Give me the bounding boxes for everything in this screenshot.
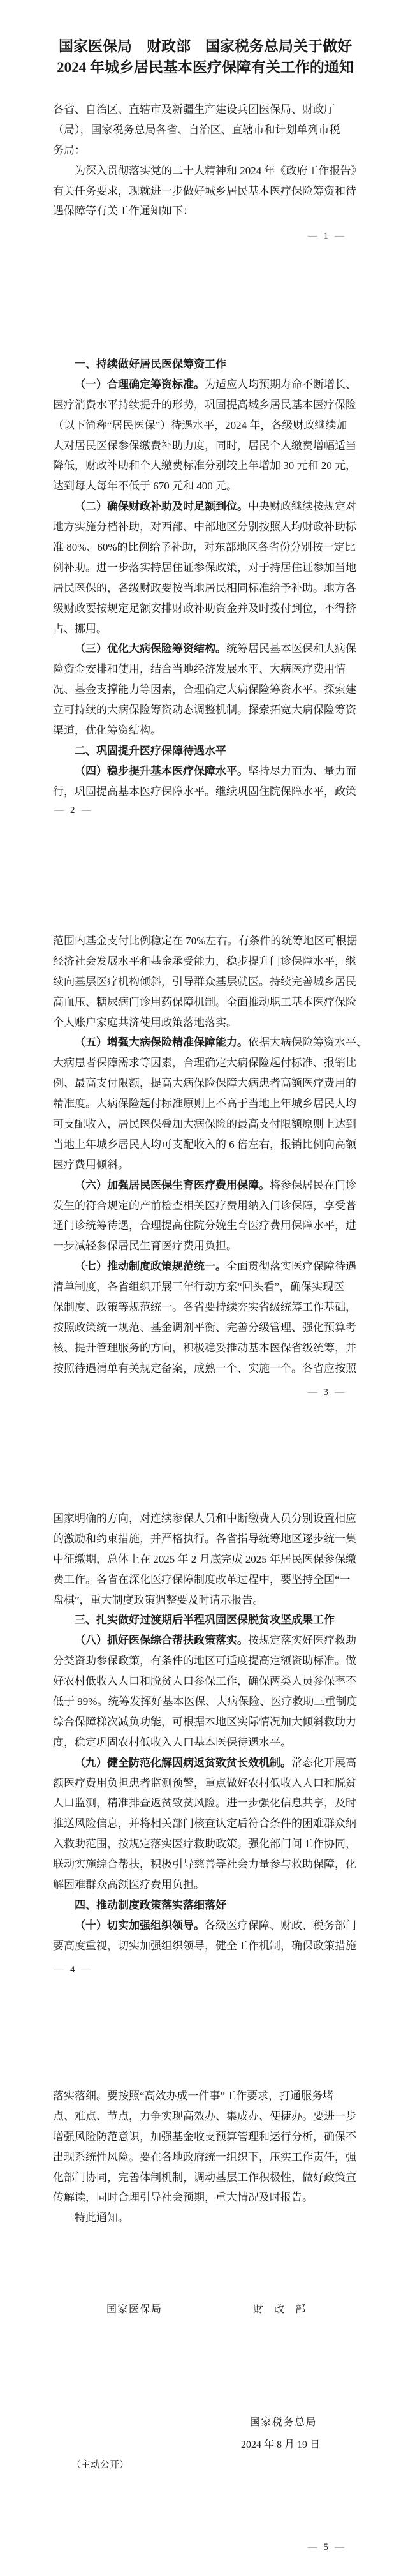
footer-page-num: 2	[70, 805, 75, 815]
issuer-sta: 国家税务总局	[250, 2417, 317, 2428]
text-line: 低于 99%。统筹发挥好基本医保、大病保险、医疗救助三重制度	[53, 1695, 358, 1708]
title-line: 2024 年城乡居民基本医疗保障有关工作的通知	[57, 59, 354, 75]
text-line: 地方实施分档补助，对西部、中部地区分别按照人均财政补助标	[53, 521, 356, 533]
line-text: 全面贯彻落实医疗保障待遇	[226, 1260, 356, 1273]
text-line: 例补助。进一步落实持居住证参保政策，对于持居住证参加当地	[53, 561, 356, 574]
text-line: 的激励和约束措施，并严格执行。各省指导统筹地区逐步统一集	[53, 1532, 356, 1545]
text-line: 个人账户家庭共济使用政策落地落实。	[53, 1016, 237, 1029]
text-line: 续向基层医疗机构倾斜，引导群众基层就医。持续完善城乡居民	[53, 975, 356, 988]
text-line: 核、提升管理服务的方向，积极稳妥推动基本医保省级统筹，并	[53, 1341, 356, 1354]
text-line: 联动实施综合帮扶，积极引导慈善等社会力量参与救助保障，化	[53, 1858, 356, 1871]
text-line: 达到每人每年不低于 670 元和 400 元。	[53, 480, 237, 493]
text-block	[53, 1508, 358, 1956]
text-line: 范围内基金支付比例稳定在 70%左右。有条件的统筹地区可根据	[53, 935, 358, 947]
text-line: 遇保障等有关工作通知如下：	[53, 205, 194, 218]
text-line: 精准度。大病保险起付标准原则上不高于当地上年城乡居民人均	[53, 1098, 356, 1110]
footer-page-num: 3	[323, 1387, 328, 1397]
text-line: 度，稳定巩固农村低收入人口基本医保待遇水平。	[53, 1736, 291, 1748]
text-line: （以下简称“居民医保”）待遇水平，2024 年，各级财政继续加	[53, 419, 347, 431]
footer-dash: —	[81, 805, 91, 815]
text-line: 清单制度，各省组织开展三年行动方案“回头看”，确保实现医	[53, 1281, 345, 1293]
text-line: 分类资助参保政策，有条件的地区可适度提高定额资助标准。做	[53, 1655, 356, 1667]
text-line: 通门诊统筹待遇，合理提高住院分娩生育医疗费用保障水平，进	[53, 1219, 356, 1232]
paragraph-first-line	[53, 1630, 358, 1651]
line-text: 坚持尽力而为、量力而	[248, 764, 356, 777]
text-block	[53, 2086, 358, 2228]
text-line: 费工作。各省在深化医疗保障制度改革过程中，要坚持全国“一	[53, 1573, 351, 1586]
footer-dash: —	[307, 231, 317, 241]
text-line: 落实落细。要按照“高效办成一件事”工作要求，打通服务堵	[53, 2090, 334, 2102]
text-line: 行，巩固提高基本医疗保障水平。继续巩固住院保障水平，政策	[53, 785, 356, 798]
text-line: 可支配收入，居民医保叠加大病保险的最高支付限额原则上达到	[53, 1118, 356, 1131]
text-line: 综合保障梯次减负功能，可根据本地区实际情况加大倾斜救助力	[53, 1715, 356, 1728]
text-line: 立可持续的大病保险筹资动态调整机制。探索拓宽大病保险筹资	[53, 704, 356, 717]
text-line: 按照政策统一规范、基金调剂平衡、完善分级管理、强化预算考	[53, 1321, 356, 1334]
line-text: 将参保居民在门诊	[270, 1179, 356, 1191]
page-number	[308, 2540, 345, 2554]
line-text: 依据大病保险筹资水平、	[248, 1036, 367, 1049]
footer-dash: —	[335, 1387, 344, 1397]
issuer-nhsa: 国家医保局	[106, 2304, 163, 2315]
text-line: 中征缴期，总体上在 2025 年 2 月底完成 2025 年居民医保参保缴	[53, 1552, 356, 1565]
text-line: 国家明确的方向，对连续参保人员和中断缴费人员分别设置相应	[53, 1512, 356, 1524]
paragraph-lead: （七）推动制度政策规范统一。	[75, 1260, 226, 1273]
footer-dash: —	[307, 1387, 317, 1397]
text-line: 各省、自治区、直辖市及新疆生产建设兵团医保局、财政厅	[53, 103, 335, 115]
text-line: （局），国家税务总局各省、自治区、直辖市和计划单列市税	[53, 123, 340, 136]
line-text: 常态化开展高	[291, 1756, 356, 1769]
text-line: 点、难点、节点，力争实现高效办、集成办、便捷办。要进一步	[53, 2110, 356, 2122]
text-line: 大病患者保障需求等因素，合理确定大病保险起付标准、报销比	[53, 1057, 356, 1069]
paragraph-first-line: 为深入贯彻落实党的二十大精神和 2024 年《政府工作报告》	[75, 164, 362, 177]
paragraph-first-line	[53, 1256, 358, 1277]
paragraph-lead: （四）稳步提升基本医疗保障水平。	[75, 764, 248, 777]
paragraph-first-line: 特此通知。	[75, 2212, 129, 2224]
text-line: 推送风险信息，并将相关部门核查认定后符合条件的困难群众纳	[53, 1817, 356, 1830]
paragraph-first-line	[53, 1032, 367, 1053]
footer-page-num: 4	[70, 1965, 75, 1975]
text-line: 居民医保的，各级财政要按当地居民相同标准给予补助。地方各	[53, 581, 356, 594]
footer-dash: —	[81, 1965, 91, 1975]
section-heading: 一、持续做好居民医保筹资工作	[75, 358, 226, 370]
paragraph-lead: （十）切实加强组织领导。	[75, 1919, 205, 1932]
text-line: 降低，财政补助和个人缴费标准分别较上年增加 30 元和 20 元，	[53, 459, 356, 472]
line-text: 统筹居民基本医保和大病保	[226, 643, 356, 655]
text-line: 况、基金支撑能力等因素，合理确定大病保险筹资水平。探索建	[53, 683, 356, 696]
paragraph-lead: （八）抓好医保综合帮扶政策落实。	[75, 1634, 248, 1647]
text-line: 当地上年城乡居民人均可支配收入的 6 倍左右，报销比例向高额	[53, 1138, 356, 1150]
paragraph-lead: （一）合理确定筹资标准。	[75, 378, 205, 391]
text-line: 高血压、糖尿病门诊用药保障机制。全面推动职工基本医疗保险	[53, 995, 356, 1008]
page-number	[54, 803, 91, 817]
section-heading: 四、推动制度政策落实落细落好	[75, 1898, 226, 1911]
text-line: 一步减轻参保居民生育医疗费用负担。	[53, 1240, 237, 1253]
title-line: 国家医保局 财政部 国家税务总局关于做好	[59, 38, 352, 54]
text-line: 发生的符合规定的产前检查相关医疗费用纳入门诊保障，享受普	[53, 1199, 356, 1212]
text-line: 例、最高支付限额，提高大病保险保障大病患者高额医疗费用的	[53, 1077, 356, 1090]
page-number	[308, 229, 345, 243]
section-heading: 三、扎实做好过渡期后半程巩固医保脱贫攻坚成果工作	[75, 1614, 335, 1627]
text-line: 准 80%、60%的比例给予补助，对东部地区各省份分别按一定比	[53, 541, 356, 554]
text-line: 保制度、政策等规范统一。各省要持续夯实省级统筹工作基础，	[53, 1301, 356, 1314]
text-block	[53, 100, 362, 221]
text-line: 传解读，同时合理引导社会预期，重大情况及时报告。	[53, 2191, 313, 2204]
footer-dash: —	[335, 2542, 344, 2552]
text-line: 解困难群众高额医疗费用负担。	[53, 1879, 205, 1891]
footer-dash: —	[54, 805, 64, 815]
text-line: 好农村低收入人口和脱贫人口参保工作，确保两类人员参保率不	[53, 1675, 356, 1688]
line-text: 为适应人均预期寿命不断增长、	[205, 378, 356, 391]
footer-dash: —	[335, 231, 344, 241]
disclosure-note: （主动公开）	[71, 2460, 129, 2470]
paragraph-lead: （九）健全防范化解因病返贫致贫长效机制。	[75, 1756, 291, 1769]
section-heading: 二、巩固提升医疗保障待遇水平	[75, 744, 226, 757]
paragraph-first-line	[53, 375, 358, 395]
line-text: 各级医疗保障、财政、税务部门	[205, 1919, 356, 1932]
paragraph-first-line	[53, 1175, 358, 1196]
paragraph-lead: （二）确保财政补助及时足额到位。	[75, 500, 248, 513]
text-line: 人口监测，精准排查返贫致贫风险。进一步强化信息共享，及时	[53, 1797, 356, 1810]
document-title	[53, 36, 358, 78]
text-line: 化部门协同，完善体制机制，调动基层工作积极性，做好政策宣	[53, 2171, 356, 2184]
line-text: 按规定落实好医疗救助	[248, 1634, 356, 1647]
text-line: 出现系统性风险。要在各地政府统一组织下，压实工作责任，强	[53, 2150, 356, 2163]
paragraph-first-line	[53, 496, 358, 517]
text-line: 额医疗费用负担患者监测预警，重点做好农村低收入人口和脱贫	[53, 1776, 356, 1789]
paragraph-first-line	[53, 1753, 358, 1773]
footer-page-num: 5	[323, 2542, 328, 2552]
line-text: 中央财政继续按规定对	[248, 500, 356, 513]
paragraph-first-line	[53, 761, 358, 782]
issue-date: 2024 年 8 月 19 日	[241, 2439, 321, 2450]
paragraph-lead: （五）增强大病保险精准保障能力。	[75, 1036, 248, 1049]
paragraph-lead: （三）优化大病保险筹资结构。	[75, 643, 226, 655]
text-line: 大对居民医保参保缴费补助力度，同时，居民个人缴费增幅适当	[53, 439, 356, 452]
text-line: 医疗消费水平持续提升的形势，巩固提高城乡居民基本医疗保险	[53, 398, 356, 411]
page-number	[308, 1385, 345, 1399]
text-line: 渠道，优化筹资结构。	[53, 724, 161, 737]
footer-dash: —	[307, 2542, 317, 2552]
text-block	[53, 354, 358, 802]
paragraph-first-line	[53, 1916, 358, 1936]
paragraph-first-line	[53, 639, 358, 659]
text-line: 经济社会发展水平和基金承受能力，稳步提升门诊保障水平，继	[53, 955, 356, 967]
footer-dash: —	[54, 1965, 64, 1975]
footer-page-num: 1	[323, 231, 328, 241]
text-line: 要高度重视，切实加强组织领导，健全工作机制，确保政策措施	[53, 1939, 356, 1952]
text-line: 占、挪用。	[53, 622, 107, 635]
text-line: 入救助范围，按规定落实医疗救助政策。强化部门间工作协同，	[53, 1838, 356, 1850]
text-line: 务局：	[53, 144, 85, 156]
text-line: 盘棋”，重大制度政策调整要及时请示报告。	[53, 1593, 264, 1606]
paragraph-lead: （六）加强居民医保生育医疗费用保障。	[75, 1179, 270, 1191]
issuer-mof: 财 政 部	[253, 2304, 306, 2315]
page-number	[54, 1963, 91, 1977]
text-line: 级财政要按规定足额安排财政补助资金并及时拨付到位，不得挤	[53, 602, 356, 614]
text-line: 按照待遇清单有关规定备案，成熟一个、实施一个。各省应按照	[53, 1362, 356, 1374]
text-block	[53, 931, 367, 1379]
text-line: 有关任务要求，现就进一步做好城乡居民基本医疗保险筹资和待	[53, 184, 356, 197]
text-line: 险资金安排和使用，结合当地经济发展水平、大病医疗费用情	[53, 663, 346, 676]
text-line: 医疗费用倾斜。	[53, 1158, 129, 1171]
text-line: 增强风险防范意识，加强基金收支预算管理和运行分析，确保不	[53, 2130, 356, 2143]
